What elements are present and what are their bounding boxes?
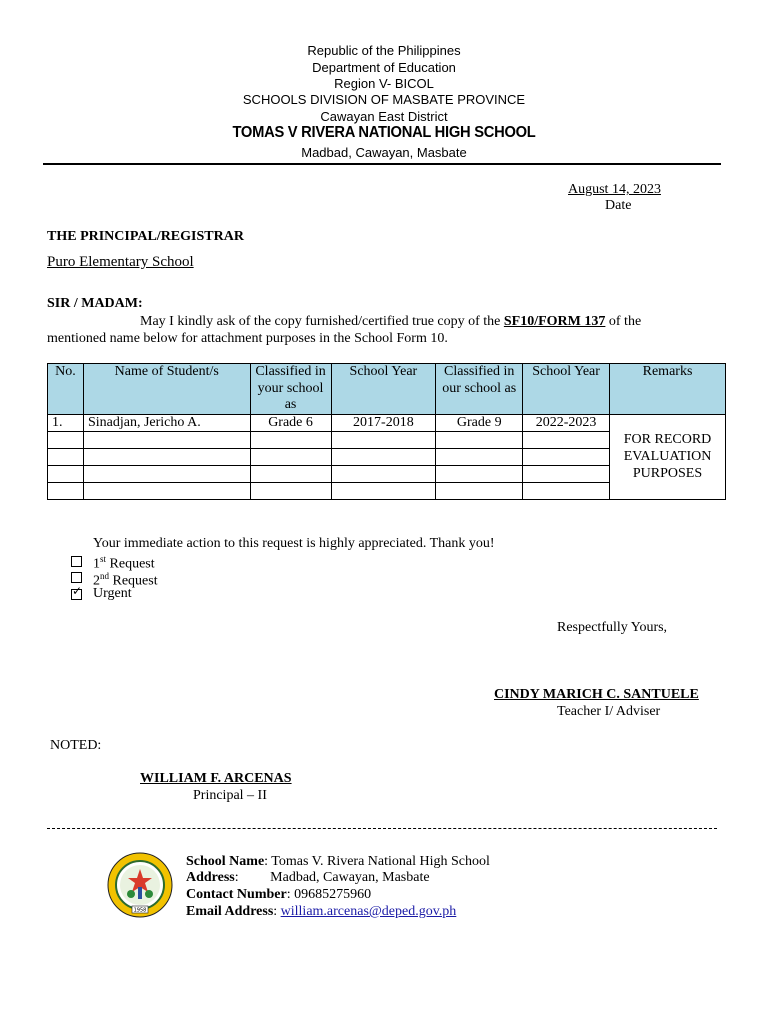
table-cell	[48, 483, 84, 500]
cell-student-name: Sinadjan, Jericho A.	[83, 414, 250, 432]
letterhead-line-deped: Department of Education	[312, 60, 456, 75]
cell-classified-your-school: Grade 6	[250, 414, 331, 432]
second-request-text: Request	[109, 573, 158, 589]
request-table	[47, 363, 726, 500]
letterhead-line-region: Region V- BICOL	[334, 76, 434, 91]
table-cell	[48, 466, 84, 483]
email-colon: :	[273, 904, 281, 919]
address-value: : Madbad, Cawayan, Masbate	[234, 870, 430, 885]
date-label: Date	[605, 198, 632, 213]
table-cell	[523, 449, 610, 466]
principal-name: WILLIAM F. ARCENAS	[140, 771, 292, 786]
cell-remarks: FOR RECORD EVALUATION PURPOSES	[610, 414, 726, 500]
first-request-suffix: st	[100, 554, 107, 564]
date-value: August 14, 2023	[568, 182, 661, 197]
table-cell	[83, 483, 250, 500]
table-cell	[523, 483, 610, 500]
principal-position: Principal – II	[193, 788, 267, 803]
table-cell	[250, 449, 331, 466]
table-cell	[436, 432, 523, 449]
first-request-number: 1	[93, 556, 100, 572]
email-link[interactable]: william.arcenas@deped.gov.ph	[280, 904, 457, 919]
header-school-year-1: School Year	[331, 364, 436, 415]
body-text-end: of the	[605, 314, 642, 329]
letterhead-divider	[43, 163, 721, 165]
table-cell	[250, 483, 331, 500]
letterhead-line-division: SCHOOLS DIVISION OF MASBATE PROVINCE	[242, 92, 526, 107]
complimentary-close: Respectfully Yours,	[557, 620, 668, 635]
table-cell	[436, 466, 523, 483]
recipient-school: Puro Elementary School	[47, 254, 194, 270]
school-name-label: School Name	[186, 854, 265, 869]
checkmark-icon: ✓	[72, 584, 83, 598]
address-label: Address	[186, 870, 235, 885]
signatory-position: Teacher I/ Adviser	[557, 704, 661, 719]
school-seal-logo	[107, 852, 173, 918]
table-cell	[331, 466, 436, 483]
cell-classified-our-school: Grade 9	[436, 414, 523, 432]
noted-label: NOTED:	[50, 738, 102, 753]
table-cell	[83, 432, 250, 449]
contact-label: Contact Number	[186, 887, 287, 902]
header-classified-your-school: Classified in your school as	[250, 364, 331, 415]
table-cell	[331, 432, 436, 449]
recipient-title: THE PRINCIPAL/REGISTRAR	[47, 229, 244, 244]
cell-school-year-2: 2022-2023	[523, 414, 610, 432]
second-request-number: 2	[93, 573, 100, 589]
table-cell	[250, 432, 331, 449]
table-cell	[523, 432, 610, 449]
first-request-checkbox[interactable]	[71, 556, 82, 567]
cell-no: 1.	[48, 414, 84, 432]
table-cell	[523, 466, 610, 483]
table-cell	[331, 483, 436, 500]
table-cell	[331, 449, 436, 466]
table-row	[48, 414, 726, 432]
second-request-checkbox[interactable]	[71, 572, 82, 583]
cell-school-year-1: 2017-2018	[331, 414, 436, 432]
seal-year: 1958	[133, 907, 147, 914]
signatory-name: CINDY MARICH C. SANTUELE	[494, 687, 699, 702]
footer-divider	[47, 828, 717, 829]
closing-line: Your immediate action to this request is highly appreciated. Thank you!	[93, 536, 495, 551]
salutation: SIR / MADAM:	[47, 296, 143, 311]
school-name-value: : Tomas V. Rivera National High School	[264, 854, 490, 869]
form-reference: SF10/FORM 137	[503, 314, 606, 329]
table-header-row	[48, 364, 726, 415]
header-school-year-2: School Year	[523, 364, 610, 415]
footer-email	[186, 903, 456, 920]
table-cell	[48, 449, 84, 466]
table-cell	[83, 449, 250, 466]
footer-address	[186, 869, 430, 886]
table-cell	[48, 432, 84, 449]
school-title: TOMAS V RIVERA NATIONAL HIGH SCHOOL	[232, 124, 536, 141]
contact-value: : 09685275960	[286, 887, 372, 902]
header-remarks: Remarks	[610, 364, 726, 415]
footer-contact	[186, 886, 371, 903]
letterhead-line-republic: Republic of the Philippines	[307, 43, 461, 58]
header-classified-our-school: Classified in our school as	[436, 364, 523, 415]
email-label: Email Address	[186, 904, 274, 919]
header-student-name: Name of Student/s	[83, 364, 250, 415]
table-cell	[250, 466, 331, 483]
footer-school-name	[186, 853, 490, 870]
table-cell	[83, 466, 250, 483]
letterhead-line-district: Cawayan East District	[320, 109, 448, 124]
body-paragraph-line1	[140, 313, 641, 330]
school-address: Madbad, Cawayan, Masbate	[301, 145, 467, 160]
body-paragraph-line2: mentioned name below for attachment purposes in the School Form 10.	[47, 331, 448, 346]
body-text-start: May I kindly ask of the copy furnished/certified true copy of the	[140, 314, 504, 329]
urgent-label: Urgent	[93, 586, 132, 601]
second-request-suffix: nd	[100, 571, 109, 581]
table-cell	[436, 449, 523, 466]
header-no: No.	[48, 364, 84, 415]
table-cell	[436, 483, 523, 500]
first-request-text: Request	[106, 556, 155, 572]
